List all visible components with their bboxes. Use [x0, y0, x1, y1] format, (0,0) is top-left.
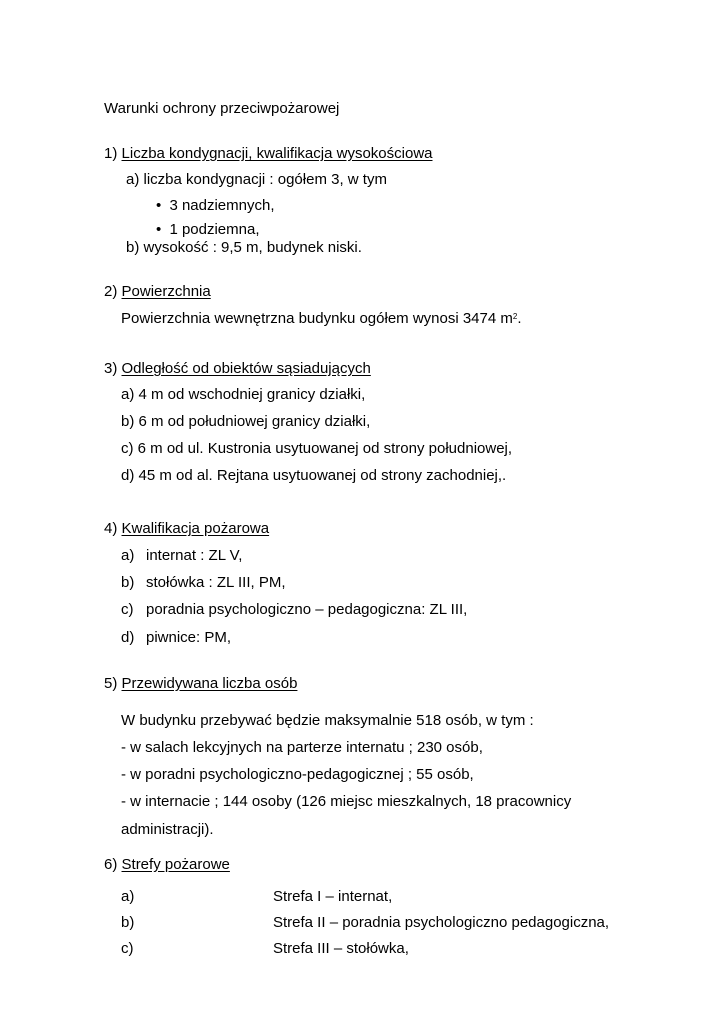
- section-5-line: - w poradni psychologiczno-pedagogicznej ; 55 osób,: [121, 766, 474, 783]
- item-text: internat : ZL V,: [146, 547, 243, 564]
- section-3-item: d) 45 m od al. Rejtana usytuowanej od strony zachodniej,.: [121, 467, 507, 484]
- section-4-item: [121, 601, 467, 619]
- item-text: Strefa III – stołówka,: [273, 940, 409, 957]
- section-5-line: administracji).: [121, 821, 214, 838]
- section-6-number: 6): [104, 856, 118, 873]
- section-3-item: b) 6 m od południowej granicy działki,: [121, 413, 371, 430]
- section-4-title: Kwalifikacja pożarowa: [121, 520, 270, 537]
- item-text: piwnice: PM,: [146, 629, 232, 646]
- item-text: Strefa II – poradnia psychologiczno pedagogiczna,: [273, 914, 610, 931]
- section-2-number: 2): [104, 283, 118, 300]
- bullet-icon: •: [156, 197, 162, 214]
- section-3-item: a) 4 m od wschodniej granicy działki,: [121, 386, 366, 403]
- section-3-number: 3): [104, 360, 118, 377]
- item-letter: c): [121, 940, 134, 957]
- item-letter: a): [121, 888, 135, 905]
- section-1-item-a: a) liczba kondygnacji : ogółem 3, w tym: [126, 171, 387, 188]
- bullet-item: [156, 197, 275, 215]
- section-5-title: Przewidywana liczba osób: [121, 675, 298, 692]
- section-2-text: [121, 310, 522, 328]
- section-3-title: Odległość od obiektów sąsiadujących: [121, 360, 371, 377]
- section-5-line: - w internacie ; 144 osoby (126 miejsc mieszkalnych, 18 pracownicy: [121, 793, 572, 810]
- bullet-icon: •: [156, 221, 162, 238]
- section-4-item: [121, 547, 242, 565]
- section-4-heading: [104, 520, 269, 538]
- section-3-item: c) 6 m od ul. Kustronia usytuowanej od strony południowej,: [121, 440, 513, 457]
- area-text: Powierzchnia wewnętrzna budynku ogółem wynosi 3474 m: [121, 310, 513, 327]
- item-text: stołówka : ZL III, PM,: [146, 574, 286, 591]
- section-1-number: 1): [104, 145, 118, 162]
- item-text: poradnia psychologiczno – pedagogiczna: ZL III,: [146, 601, 468, 618]
- section-1-title: Liczba kondygnacji, kwalifikacja wysokościowa: [121, 145, 433, 162]
- area-text-end: .: [517, 310, 522, 327]
- bullet-text: 1 podziemna,: [169, 221, 260, 238]
- item-letter: c): [121, 601, 134, 618]
- section-2-title: Powierzchnia: [121, 283, 211, 300]
- section-3-heading: [104, 360, 371, 378]
- item-letter: b): [121, 574, 135, 591]
- section-5-number: 5): [104, 675, 118, 692]
- section-5-line: - w salach lekcyjnych na parterze internatu ; 230 osób,: [121, 739, 483, 756]
- section-1-heading: [104, 145, 433, 163]
- section-6-heading: [104, 856, 230, 874]
- section-4-item: [121, 574, 285, 592]
- section-6-item: [121, 914, 609, 932]
- section-1-item-b: b) wysokość : 9,5 m, budynek niski.: [126, 239, 362, 256]
- item-letter: d): [121, 629, 135, 646]
- section-5-line: W budynku przebywać będzie maksymalnie 518 osób, w tym :: [121, 712, 534, 729]
- bullet-item: [156, 221, 260, 239]
- section-2-heading: [104, 283, 211, 301]
- section-6-title: Strefy pożarowe: [121, 856, 230, 873]
- section-5-heading: [104, 675, 297, 693]
- document-title: Warunki ochrony przeciwpożarowej: [104, 100, 340, 117]
- section-6-item: [121, 888, 392, 906]
- section-6-item: [121, 940, 409, 958]
- section-4-item: [121, 629, 231, 647]
- area-unit-exponent: 2: [512, 312, 518, 321]
- item-letter: a): [121, 547, 135, 564]
- item-text: Strefa I – internat,: [273, 888, 393, 905]
- section-4-number: 4): [104, 520, 118, 537]
- bullet-text: 3 nadziemnych,: [169, 197, 275, 214]
- item-letter: b): [121, 914, 135, 931]
